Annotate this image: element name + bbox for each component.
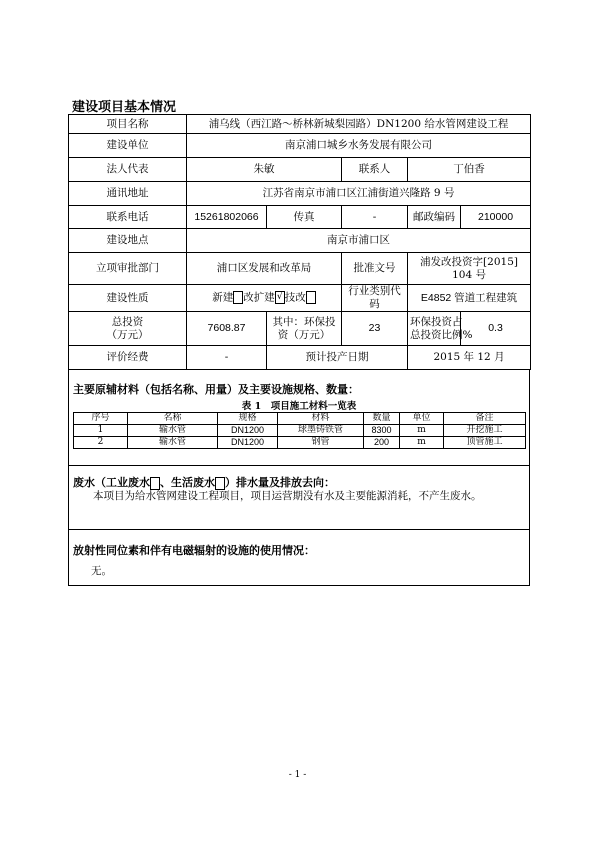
fax-value: -: [342, 206, 408, 229]
table-cell: 200: [364, 437, 400, 449]
nature-options: [187, 285, 342, 312]
wastewater-heading-pre: 废水（工业废水: [73, 476, 150, 489]
start-date-value: 2015 年 12 月: [408, 346, 531, 370]
col-header: 数量: [364, 413, 400, 425]
legal-rep-value: 朱敏: [187, 158, 342, 182]
table-cell: 8300: [364, 425, 400, 437]
materials-section: [68, 370, 530, 466]
table-cell: 输水管: [128, 437, 218, 449]
approval-dept-label: 立项审批部门: [69, 253, 187, 285]
nature-expand-label: 改扩建: [243, 291, 275, 304]
basic-info-table: [68, 114, 531, 370]
total-invest-label-1: 总投资: [111, 315, 144, 328]
table-cell: 球墨铸铁管: [278, 425, 364, 437]
nature-new-label: 新建: [212, 291, 234, 304]
contact-value: 丁伯香: [408, 158, 531, 182]
postcode-value: 210000: [461, 206, 531, 229]
approval-no-value: [408, 253, 531, 285]
table-cell: 钢管: [278, 437, 364, 449]
col-header: 材料: [278, 413, 364, 425]
address-value: 江苏省南京市浦口区江浦街道兴隆路 9 号: [187, 182, 531, 206]
phone-value: 15261802066: [187, 206, 267, 229]
nature-renovate-label: 技改: [284, 291, 306, 304]
table-cell: 1: [74, 425, 128, 437]
materials-table: [73, 412, 526, 449]
approval-no-label: 批准文号: [342, 253, 408, 285]
start-date-label: 预计投产日期: [267, 346, 408, 370]
env-ratio-label-2: 总投资比例%: [410, 328, 473, 341]
total-invest-label-2: （万元）: [106, 328, 149, 341]
env-ratio-label-1: 环保投资占: [410, 315, 463, 328]
unit-value: 南京浦口城乡水务发展有限公司: [187, 134, 531, 158]
project-name: 浦乌线（西江路～桥林新城梨园路）DN1200 给水管网建设工程: [187, 115, 531, 134]
radiation-text: 无。: [91, 565, 112, 577]
review-fee-label: 评价经费: [69, 346, 187, 370]
table-cell: m: [400, 425, 444, 437]
table-cell: m: [400, 437, 444, 449]
table-cell: DN1200: [218, 437, 278, 449]
radiation-section: [68, 530, 530, 586]
col-header: 名称: [128, 413, 218, 425]
section-title: 建设项目基本情况: [72, 100, 177, 115]
total-invest-value: 7608.87: [187, 312, 267, 346]
table-row: [74, 425, 526, 437]
col-header: 备注: [444, 413, 526, 425]
approval-no-line1: 浦发改投资字[2015]: [420, 255, 518, 268]
table-cell: 开挖施工: [444, 425, 526, 437]
project-name-label: 项目名称: [69, 115, 187, 134]
env-ratio-label: [408, 312, 473, 346]
page-number: - 1 -: [288, 770, 307, 780]
wastewater-heading-mid: 、生活废水: [160, 476, 215, 489]
materials-table-title: 表 1 项目施工材料一览表: [241, 401, 357, 412]
nature-renovate-checkbox[interactable]: [306, 291, 316, 304]
total-invest-label: [69, 312, 187, 346]
materials-header-row: [74, 413, 526, 425]
site-label: 建设地点: [69, 229, 187, 253]
wastewater-text: 本项目为给水管网建设工程项目，项目运营期没有水及主要能源消耗，不产生废水。: [93, 490, 482, 502]
legal-rep-label: 法人代表: [69, 158, 187, 182]
nature-expand-checkbox[interactable]: √: [275, 291, 285, 304]
nature-label: 建设性质: [69, 285, 187, 312]
nature-new-checkbox[interactable]: [233, 291, 243, 304]
postcode-label: 邮政编码: [408, 206, 461, 229]
industry-code-value: E4852 管道工程建筑: [408, 285, 531, 312]
site-value: 南京市浦口区: [187, 229, 531, 253]
col-header: 序号: [74, 413, 128, 425]
industry-code-label: 行业类别代码: [342, 285, 408, 312]
col-header: 规格: [218, 413, 278, 425]
fax-label: 传真: [267, 206, 342, 229]
table-cell: 2: [74, 437, 128, 449]
address-label: 通讯地址: [69, 182, 187, 206]
table-cell: DN1200: [218, 425, 278, 437]
radiation-heading: 放射性同位素和伴有电磁辐射的设施的使用情况：: [73, 544, 315, 557]
wastewater-section: [68, 466, 530, 530]
env-ratio-value: 0.3: [461, 312, 531, 346]
contact-label: 联系人: [342, 158, 408, 182]
col-header: 单位: [400, 413, 444, 425]
env-invest-label-1: 其中：环保投: [272, 315, 336, 328]
approval-dept-value: 浦口区发展和改革局: [187, 253, 342, 285]
phone-label: 联系电话: [69, 206, 187, 229]
wastewater-heading-post: ）排水量及排放去向：: [225, 476, 335, 489]
table-row: [74, 437, 526, 449]
review-fee-value: -: [187, 346, 267, 370]
env-invest-label: [267, 312, 342, 346]
table-cell: 输水管: [128, 425, 218, 437]
table-cell: 顶管施工: [444, 437, 526, 449]
env-invest-value: 23: [342, 312, 408, 346]
approval-no-line2: 104 号: [452, 268, 486, 281]
unit-label: 建设单位: [69, 134, 187, 158]
env-invest-label-2: 资（万元）: [277, 328, 331, 341]
materials-heading: 主要原辅材料（包括名称、用量）及主要设施规格、数量：: [73, 383, 359, 396]
